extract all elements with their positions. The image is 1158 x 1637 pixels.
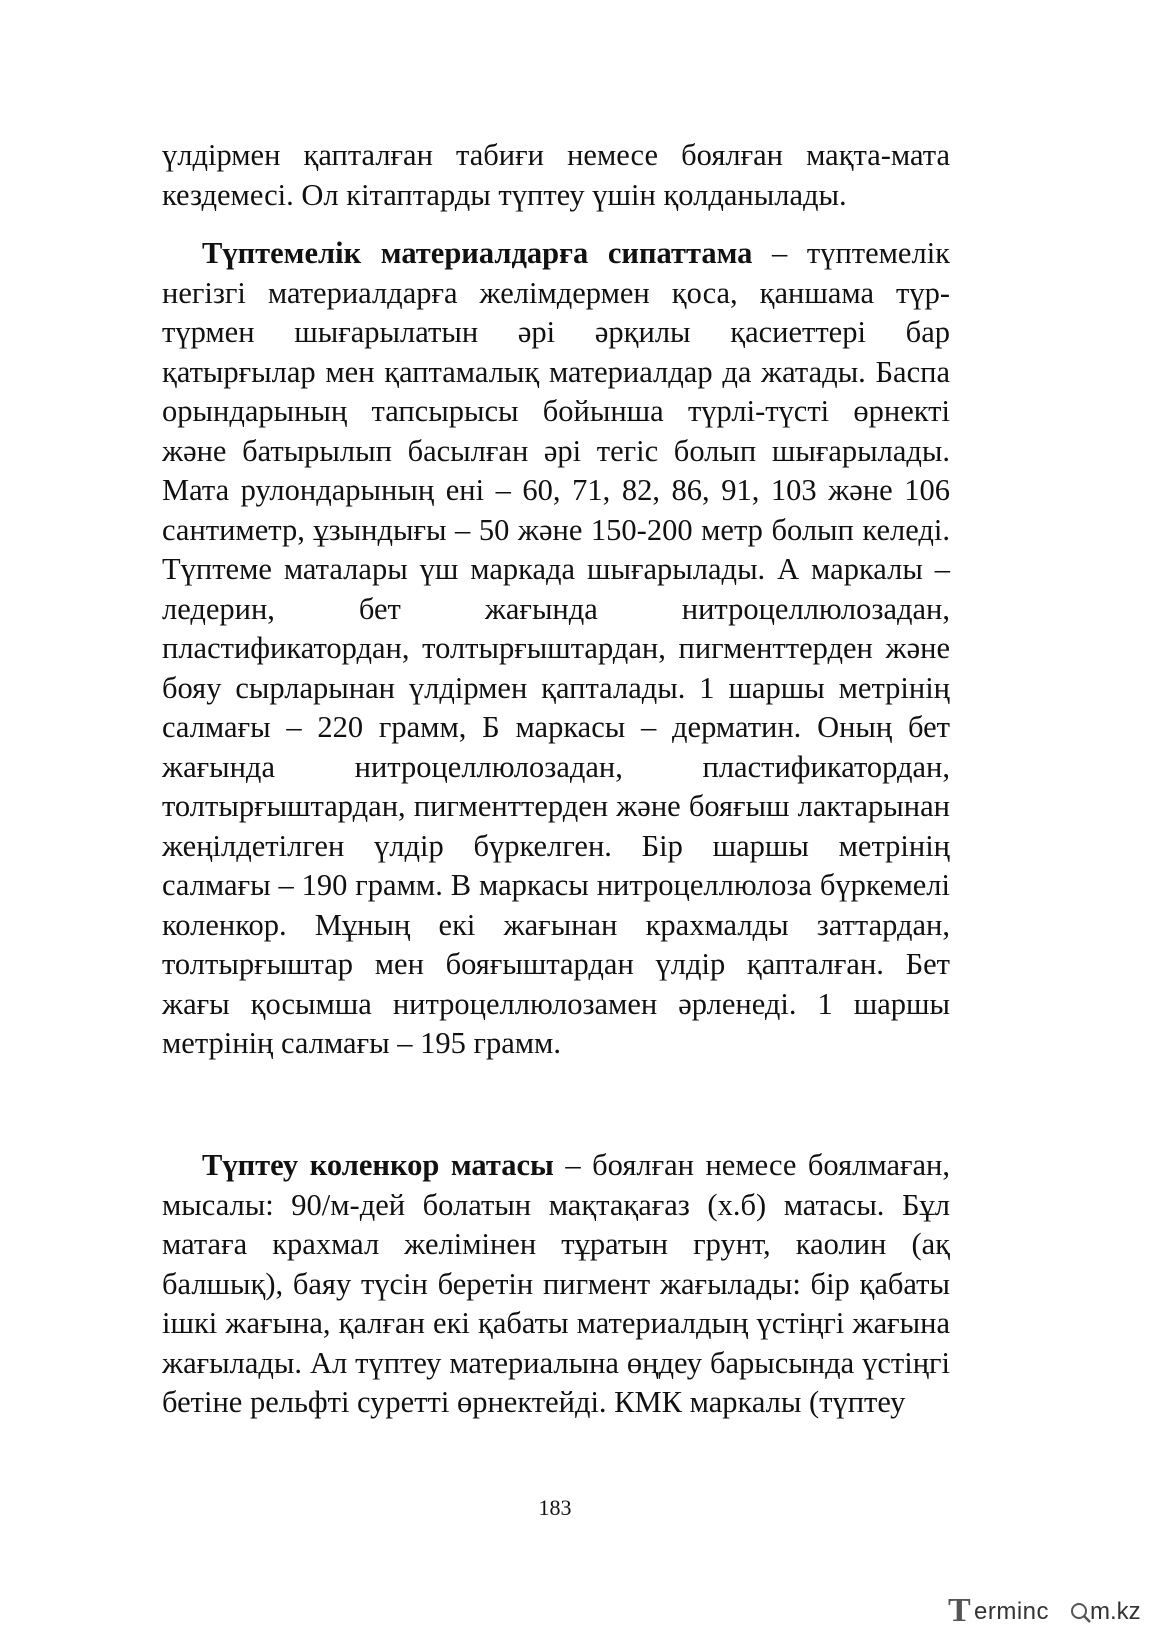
definition-calico-fabric: – боялған немесе боялмаған, мысалы: 90/м-дей болатын мақтақағаз (х.б) матасы. Бұл матаға крахмал желімінен тұратын грунт, каолин (ақ балшық), баяу түсін беретін пигмент жағылады: бір қабаты ішкі жағына, қалған екі қабаты материалдың үстіңгі жағына жағылады. Ал түптеу материалына өңдеу барысында үстіңгі бетіне рельфті суретті өрнектейді. КМК маркалы (түптеу: [162, 1148, 950, 1419]
watermark-text: erminc: [974, 1598, 1050, 1625]
paragraph-continuation: үлдірмен қапталған табиғи немесе боялған мақта-мата кездемесі. Ол кітаптарды түптеу үшін қолданылады.: [162, 138, 950, 212]
page-number: 183: [538, 1495, 572, 1520]
term-binding-materials: Түптемелік материалдарға сипаттама: [202, 236, 753, 270]
term-calico-fabric: Түптеу коленкор матасы: [202, 1148, 554, 1182]
paragraph-binding-materials: [162, 234, 950, 1064]
watermark-domain: m.kz: [1090, 1598, 1141, 1625]
watermark-logo: [948, 1588, 1148, 1628]
watermark-t: T: [948, 1592, 971, 1629]
definition-binding-materials: – түптемелік негізгі материалдарға желімдермен қоса, қаншама түр-түрмен шығарылатын әрі әрқилы қасиеттері бар қатырғылар мен қаптамалық материалдар да жатады. Баспа орындарының тапсырысы бойынша түрлі-түсті өрнекті және батырылып басылған әрі тегіс болып шығарылады. Мата рулондарының ені – 60, 71, 82, 86, 91, 103 және 106 сантиметр, ұзындығы – 50 және 150-200 метр болып келеді. Түптеме маталары үш маркада шығарылады. А маркалы – ледерин, бет жағында нитроцеллюлозадан, пластификатордан, толтырғыштардан, пигменттерден және бояу сырларынан үлдірмен қапталады. 1 шаршы метрінің салмағы – 220 грамм, Б маркасы – дерматин. Оның бет жағында нитроцеллюлозадан, пластификатордан, толтырғыштардан, пигменттерден және бояғыш лактарынан жеңілдетілген үлдір бүркелген. Бір шаршы метрінің салмағы – 190 грамм. В маркасы нитроцеллюлоза бүркемелі коленкор. Мұның екі жағынан крахмалды заттардан, толтырғыштар мен бояғыштардан үлдір қапталған. Бет жағы қосымша нитроцеллюлозамен әрленеді. 1 шаршы метрінің салмағы – 195 грамм.: [162, 236, 950, 1060]
magnifier-icon: [1070, 1602, 1092, 1629]
paragraph-calico-fabric: [162, 1146, 950, 1423]
